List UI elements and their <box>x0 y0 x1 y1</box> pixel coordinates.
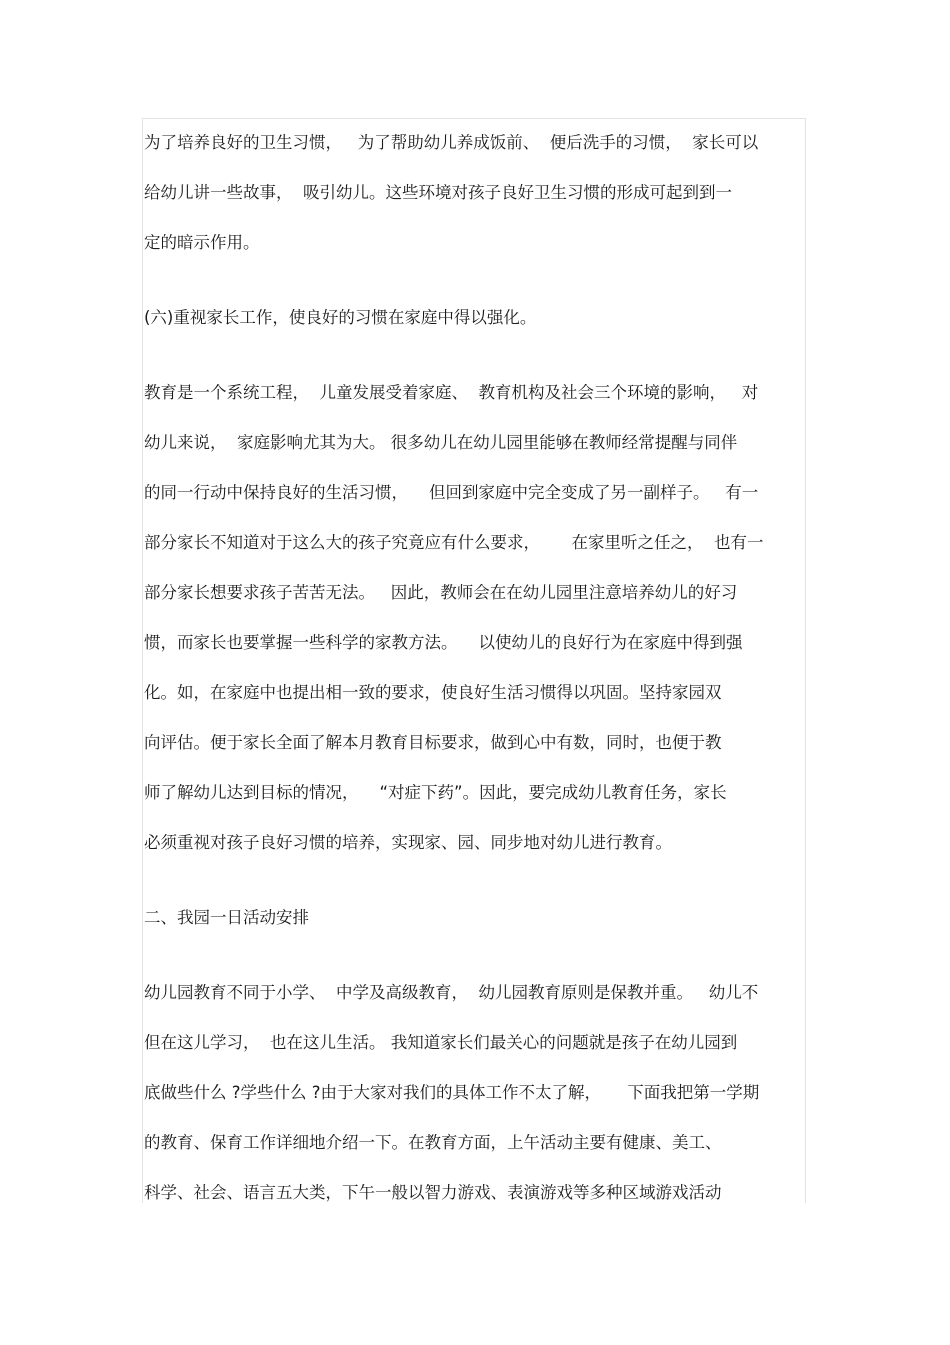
section-heading: (六)重视家长工作，使良好的习惯在家庭中得以强化。 <box>144 308 537 327</box>
text-line: 师了解幼儿达到目标的情况， “对症下药”。因此，要完成幼儿教育任务，家长 <box>144 783 727 802</box>
text-line: 向评估。便于家长全面了解本月教育目标要求，做到心中有数，同时，也便于教 <box>144 733 722 752</box>
text-line: 化。如，在家庭中也提出相一致的要求，使良好生活习惯得以巩固。坚持家园双 <box>144 683 722 702</box>
text-line: 幼儿园教育不同于小学、 中学及高级教育， 幼儿园教育原则是保教并重。 幼儿不 <box>144 983 759 1002</box>
text-line: 幼儿来说， 家庭影响尤其为大。 很多幼儿在幼儿园里能够在教师经常提醒与同伴 <box>144 433 738 452</box>
text-line: 但在这儿学习， 也在这儿生活。 我知道家长们最关心的问题就是孩子在幼儿园到 <box>144 1033 738 1052</box>
text-line: 教育是一个系统工程， 儿童发展受着家庭、 教育机构及社会三个环境的影响， 对 <box>144 383 759 402</box>
text-line: 必须重视对孩子良好习惯的培养，实现家、园、同步地对幼儿进行教育。 <box>144 833 672 852</box>
text-line: 惯，而家长也要掌握一些科学的家教方法。 以使幼儿的良好行为在家庭中得到强 <box>144 633 743 652</box>
document-body <box>144 130 808 1205</box>
text-line: 的同一行动中保持良好的生活习惯， 但回到家庭中完全变成了另一副样子。 有一 <box>144 483 759 502</box>
text-line: 底做些什么 ?学些什么 ?由于大家对我们的具体工作不太了解， 下面我把第一学期 <box>144 1083 760 1102</box>
text-line: 科学、社会、语言五大类，下午一般以智力游戏、表演游戏等多种区域游戏活动 <box>144 1183 722 1202</box>
text-line: 部分家长想要求孩子苦苦无法。 因此，教师会在在幼儿园里注意培养幼儿的好习 <box>144 583 738 602</box>
section-heading: 二、我园一日活动安排 <box>144 908 309 927</box>
text-line: 定的暗示作用。 <box>144 233 260 252</box>
text-line: 部分家长不知道对于这么大的孩子究竟应有什么要求， 在家里听之任之， 也有一 <box>144 533 764 552</box>
text-line: 给幼儿讲一些故事， 吸引幼儿。这些环境对孩子良好卫生习惯的形成可起到到一 <box>144 183 732 202</box>
text-line: 的教育、保育工作详细地介绍一下。在教育方面，上午活动主要有健康、美工、 <box>144 1133 722 1152</box>
text-line: 为了培养良好的卫生习惯， 为了帮助幼儿养成饭前、 便后洗手的习惯， 家长可以 <box>144 133 759 152</box>
